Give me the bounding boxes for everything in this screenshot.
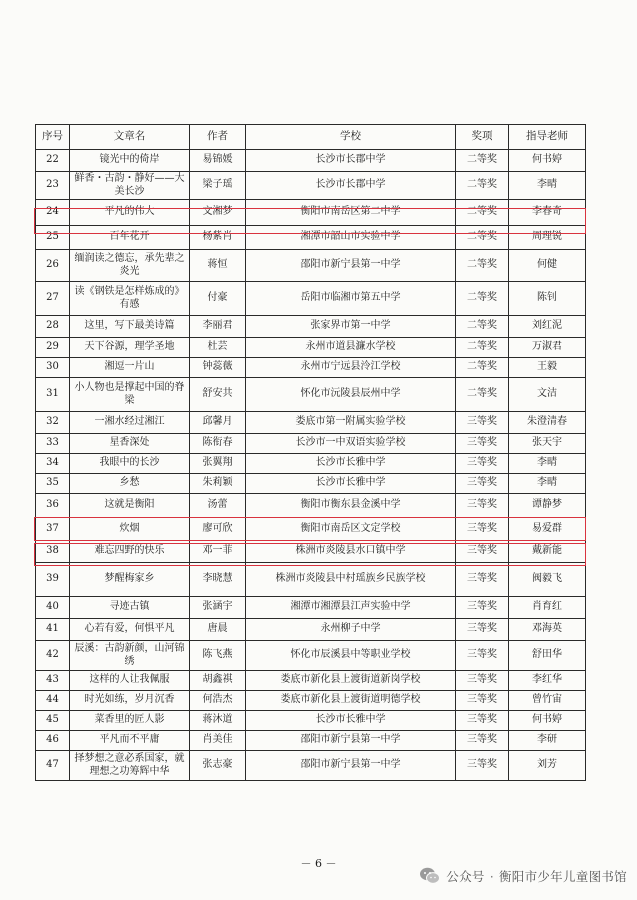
row-award: 三等奖 xyxy=(456,541,509,563)
row-author: 张志豪 xyxy=(190,751,246,781)
row-author: 张翼翔 xyxy=(190,454,246,474)
table-row xyxy=(36,338,586,358)
table-row xyxy=(36,751,586,781)
row-award: 三等奖 xyxy=(456,518,509,541)
row-school: 怀化市沅陵县辰州中学 xyxy=(246,378,456,412)
row-school: 株洲市炎陵县中村瑶族乡民族学校 xyxy=(246,563,456,597)
row-award: 三等奖 xyxy=(456,751,509,781)
row-teacher: 戴新能 xyxy=(509,541,586,563)
row-title: 这就是衡阳 xyxy=(70,494,190,518)
header-teacher: 指导老师 xyxy=(509,125,586,150)
row-award: 三等奖 xyxy=(456,671,509,691)
row-author: 梁子瑶 xyxy=(190,172,246,200)
row-award: 二等奖 xyxy=(456,316,509,338)
row-teacher: 肖育红 xyxy=(509,597,586,619)
row-teacher: 陈钊 xyxy=(509,282,586,316)
row-school: 湘潭市韶山市实验中学 xyxy=(246,226,456,250)
row-title: 梦醒梅家乡 xyxy=(70,563,190,597)
header-school: 学校 xyxy=(246,125,456,150)
row-number: 46 xyxy=(36,731,70,751)
header-number: 序号 xyxy=(36,125,70,150)
row-award: 二等奖 xyxy=(456,378,509,412)
row-author: 廖可欣 xyxy=(190,518,246,541)
row-title: 我眼中的长沙 xyxy=(70,454,190,474)
row-school: 长沙市长郡中学 xyxy=(246,172,456,200)
row-author: 汤蕾 xyxy=(190,494,246,518)
awards-table xyxy=(35,124,586,781)
row-teacher: 文洁 xyxy=(509,378,586,412)
table-row xyxy=(36,316,586,338)
row-school: 怀化市辰溪县中等职业学校 xyxy=(246,641,456,671)
table-row xyxy=(36,541,586,563)
row-school: 衡阳市衡东县金溪中学 xyxy=(246,494,456,518)
row-author: 杨紫肖 xyxy=(190,226,246,250)
row-teacher: 张天宇 xyxy=(509,434,586,454)
row-teacher: 刘红泥 xyxy=(509,316,586,338)
table-row xyxy=(36,358,586,378)
table-row xyxy=(36,282,586,316)
row-school: 长沙市长郡中学 xyxy=(246,150,456,172)
row-author: 李晓慧 xyxy=(190,563,246,597)
row-school: 长沙市长雅中学 xyxy=(246,711,456,731)
row-award: 三等奖 xyxy=(456,619,509,641)
row-title: 心若有爱，何惧平凡 xyxy=(70,619,190,641)
table-row xyxy=(36,378,586,412)
row-award: 二等奖 xyxy=(456,358,509,378)
row-number: 27 xyxy=(36,282,70,316)
watermark-account: 衡阳市少年儿童图书馆 xyxy=(498,869,627,884)
row-award: 二等奖 xyxy=(456,338,509,358)
row-teacher: 李研 xyxy=(509,731,586,751)
header-title: 文章名 xyxy=(70,125,190,150)
row-teacher: 万淑君 xyxy=(509,338,586,358)
row-teacher: 李晴 xyxy=(509,474,586,494)
row-title: 寻迹古镇 xyxy=(70,597,190,619)
watermark-label: 公众号 xyxy=(446,869,485,884)
row-number: 35 xyxy=(36,474,70,494)
row-number: 26 xyxy=(36,250,70,282)
row-teacher: 邓海英 xyxy=(509,619,586,641)
page-number: － 6 － xyxy=(300,857,337,870)
row-title: 难忘四野的快乐 xyxy=(70,541,190,563)
table-row xyxy=(36,250,586,282)
row-school: 长沙市长雅中学 xyxy=(246,454,456,474)
row-author: 胡鑫祺 xyxy=(190,671,246,691)
table-row xyxy=(36,641,586,671)
row-number: 47 xyxy=(36,751,70,781)
row-number: 40 xyxy=(36,597,70,619)
row-award: 二等奖 xyxy=(456,172,509,200)
row-school: 衡阳市南岳区第二中学 xyxy=(246,200,456,226)
row-award: 二等奖 xyxy=(456,250,509,282)
row-award: 三等奖 xyxy=(456,731,509,751)
row-author: 唐晨 xyxy=(190,619,246,641)
row-author: 蒋恒 xyxy=(190,250,246,282)
row-number: 39 xyxy=(36,563,70,597)
row-teacher: 王毅 xyxy=(509,358,586,378)
table-row xyxy=(36,494,586,518)
row-title: 星香深处 xyxy=(70,434,190,454)
row-title: 一湘水经过湘江 xyxy=(70,412,190,434)
row-number: 25 xyxy=(36,226,70,250)
row-author: 肖美佳 xyxy=(190,731,246,751)
row-title: 这里，写下最美诗篇 xyxy=(70,316,190,338)
table-row xyxy=(36,474,586,494)
row-author: 文湘梦 xyxy=(190,200,246,226)
row-teacher: 曾竹宙 xyxy=(509,691,586,711)
row-title: 平凡的伟大 xyxy=(70,200,190,226)
row-teacher: 刘芳 xyxy=(509,751,586,781)
table-row xyxy=(36,518,586,541)
row-school: 娄底市新化县上渡街道明德学校 xyxy=(246,691,456,711)
row-school: 永州市宁远县泠江学校 xyxy=(246,358,456,378)
row-author: 付豪 xyxy=(190,282,246,316)
row-award: 三等奖 xyxy=(456,454,509,474)
row-teacher: 阀毅飞 xyxy=(509,563,586,597)
table-row xyxy=(36,226,586,250)
row-title: 乡愁 xyxy=(70,474,190,494)
row-award: 二等奖 xyxy=(456,282,509,316)
row-number: 37 xyxy=(36,518,70,541)
row-author: 朱莉颖 xyxy=(190,474,246,494)
table-row xyxy=(36,691,586,711)
row-number: 45 xyxy=(36,711,70,731)
row-author: 钟蕊薇 xyxy=(190,358,246,378)
table-row xyxy=(36,434,586,454)
row-award: 二等奖 xyxy=(456,150,509,172)
row-number: 42 xyxy=(36,641,70,671)
row-teacher: 何健 xyxy=(509,250,586,282)
row-title: 天下谷源，理学圣地 xyxy=(70,338,190,358)
row-number: 29 xyxy=(36,338,70,358)
row-school: 长沙市一中双语实验学校 xyxy=(246,434,456,454)
row-number: 44 xyxy=(36,691,70,711)
row-author: 陈飞燕 xyxy=(190,641,246,671)
row-title: 平凡而不平庸 xyxy=(70,731,190,751)
row-teacher: 周理锐 xyxy=(509,226,586,250)
row-title: 湘逗一片山 xyxy=(70,358,190,378)
row-teacher: 李红华 xyxy=(509,671,586,691)
row-school: 湘潭市湘潭县江声实验中学 xyxy=(246,597,456,619)
row-author: 李丽君 xyxy=(190,316,246,338)
table-row xyxy=(36,172,586,200)
row-school: 邵阳市新宁县第一中学 xyxy=(246,751,456,781)
row-award: 二等奖 xyxy=(456,226,509,250)
table-row xyxy=(36,150,586,172)
row-school: 永州市道县濂水学校 xyxy=(246,338,456,358)
watermark-separator: · xyxy=(489,868,494,884)
row-school: 岳阳市临湘市第五中学 xyxy=(246,282,456,316)
row-number: 30 xyxy=(36,358,70,378)
row-title: 炊烟 xyxy=(70,518,190,541)
row-author: 易锦媛 xyxy=(190,150,246,172)
header-author: 作者 xyxy=(190,125,246,150)
row-title: 辰溪：古韵新颜，山河锦绣 xyxy=(70,641,190,671)
row-teacher: 谭静梦 xyxy=(509,494,586,518)
row-teacher: 何书婷 xyxy=(509,711,586,731)
row-title: 时光如练，岁月沉香 xyxy=(70,691,190,711)
row-teacher: 李春奇 xyxy=(509,200,586,226)
row-school: 娄底市新化县上渡街道新岗学校 xyxy=(246,671,456,691)
row-award: 三等奖 xyxy=(456,474,509,494)
row-number: 28 xyxy=(36,316,70,338)
row-award: 三等奖 xyxy=(456,641,509,671)
row-author: 舒安共 xyxy=(190,378,246,412)
row-teacher: 朱澄清春 xyxy=(509,412,586,434)
row-award: 三等奖 xyxy=(456,434,509,454)
row-number: 41 xyxy=(36,619,70,641)
table-row xyxy=(36,200,586,226)
row-number: 36 xyxy=(36,494,70,518)
row-school: 邵阳市新宁县第一中学 xyxy=(246,250,456,282)
table-row xyxy=(36,454,586,474)
row-teacher: 何书婷 xyxy=(509,150,586,172)
row-teacher: 李晴 xyxy=(509,454,586,474)
row-author: 陈衔春 xyxy=(190,434,246,454)
row-number: 33 xyxy=(36,434,70,454)
table-row xyxy=(36,619,586,641)
row-number: 34 xyxy=(36,454,70,474)
row-award: 二等奖 xyxy=(456,200,509,226)
table-row xyxy=(36,597,586,619)
table-row xyxy=(36,563,586,597)
row-title: 镜光中的倚岸 xyxy=(70,150,190,172)
row-title: 读《钢铁是怎样炼成的》有感 xyxy=(70,282,190,316)
row-award: 三等奖 xyxy=(456,597,509,619)
row-title: 小人物也是撑起中国的脊梁 xyxy=(70,378,190,412)
row-number: 38 xyxy=(36,541,70,563)
table-header-row xyxy=(36,125,586,150)
row-school: 长沙市长雅中学 xyxy=(246,474,456,494)
row-number: 24 xyxy=(36,200,70,226)
row-title: 择梦想之意必系国家，就理想之功筹辉中华 xyxy=(70,751,190,781)
row-title: 缅润读之德忘，承先辈之炎光 xyxy=(70,250,190,282)
table-row xyxy=(36,731,586,751)
row-title: 鲜香・古韵・静好——大美长沙 xyxy=(70,172,190,200)
row-award: 三等奖 xyxy=(456,711,509,731)
row-school: 株洲市炎陵县水口镇中学 xyxy=(246,541,456,563)
row-author: 杜芸 xyxy=(190,338,246,358)
row-title: 百年花开 xyxy=(70,226,190,250)
row-school: 永州柳子中学 xyxy=(246,619,456,641)
row-author: 邱馨月 xyxy=(190,412,246,434)
row-award: 三等奖 xyxy=(456,563,509,597)
row-award: 三等奖 xyxy=(456,494,509,518)
row-author: 何浩杰 xyxy=(190,691,246,711)
row-author: 蒋沐道 xyxy=(190,711,246,731)
row-author: 邓一菲 xyxy=(190,541,246,563)
row-teacher: 易爱群 xyxy=(509,518,586,541)
wechat-watermark xyxy=(419,866,627,886)
row-school: 张家界市第一中学 xyxy=(246,316,456,338)
wechat-icon xyxy=(419,866,441,886)
row-number: 23 xyxy=(36,172,70,200)
row-number: 32 xyxy=(36,412,70,434)
row-title: 菜香里的匠人影 xyxy=(70,711,190,731)
row-title: 这样的人让我佩服 xyxy=(70,671,190,691)
row-teacher: 李晴 xyxy=(509,172,586,200)
header-award: 奖项 xyxy=(456,125,509,150)
row-school: 邵阳市新宁县第一中学 xyxy=(246,731,456,751)
row-school: 衡阳市南岳区文定学校 xyxy=(246,518,456,541)
row-school: 娄底市第一附属实验学校 xyxy=(246,412,456,434)
table-row xyxy=(36,412,586,434)
row-number: 22 xyxy=(36,150,70,172)
row-number: 43 xyxy=(36,671,70,691)
row-award: 三等奖 xyxy=(456,412,509,434)
table-row xyxy=(36,711,586,731)
row-teacher: 舒田华 xyxy=(509,641,586,671)
table-row xyxy=(36,671,586,691)
row-number: 31 xyxy=(36,378,70,412)
row-author: 张涵宇 xyxy=(190,597,246,619)
row-award: 三等奖 xyxy=(456,691,509,711)
